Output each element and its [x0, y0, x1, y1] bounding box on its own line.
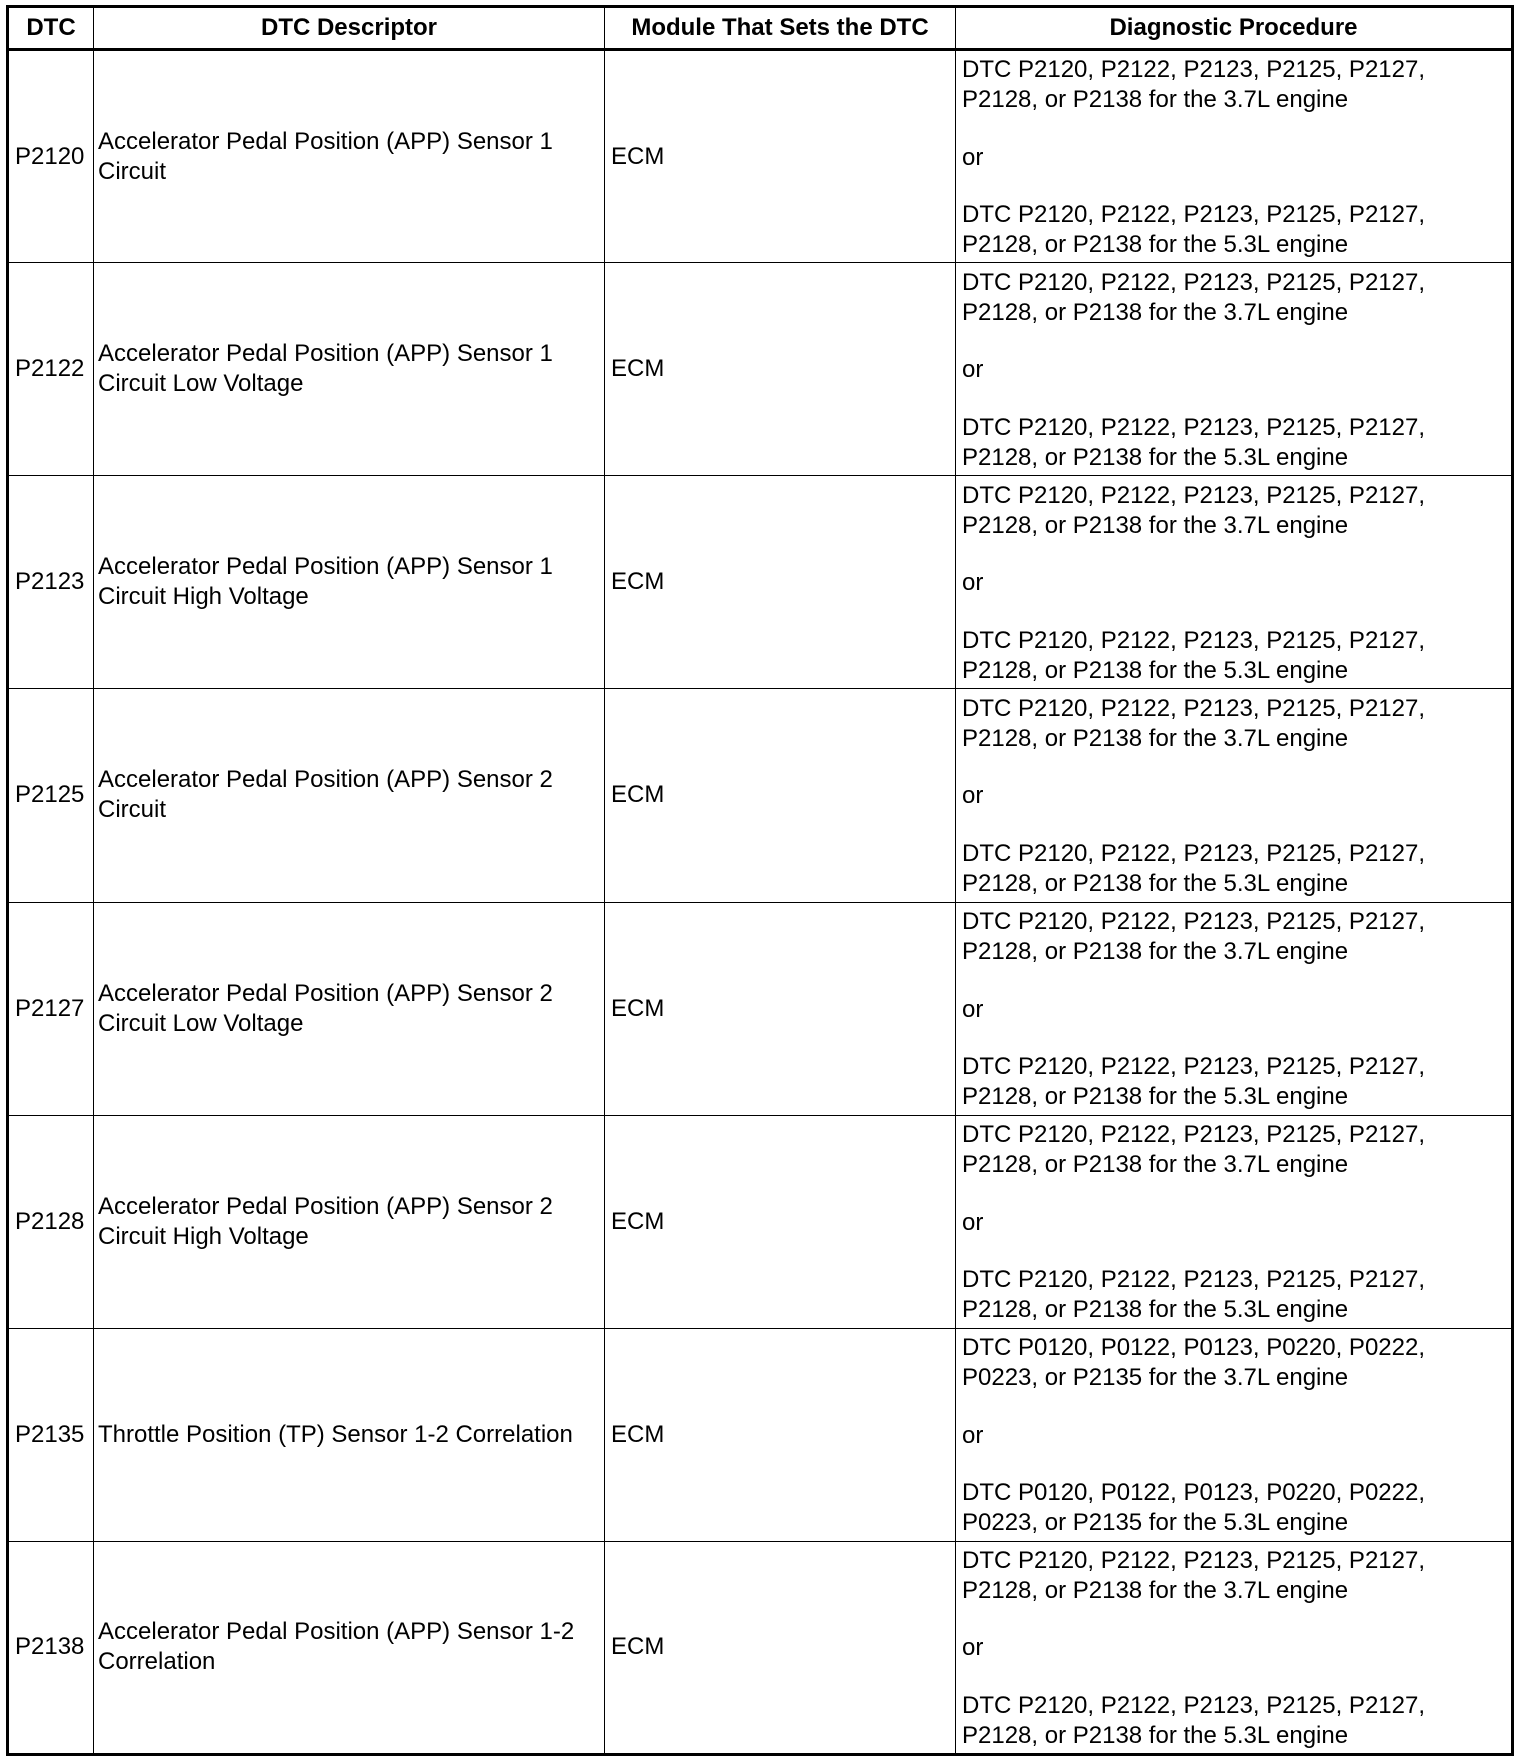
module-name: ECM	[605, 50, 956, 263]
dtc-code: P2138	[8, 1541, 94, 1754]
dtc-table	[6, 5, 1514, 1756]
procedure-first: DTC P2120, P2122, P2123, P2125, P2127, P2128, or P2138 for the 3.7L engine	[962, 694, 1425, 752]
header-module: Module That Sets the DTC	[605, 7, 956, 50]
procedure-or: or	[962, 782, 984, 810]
procedure-second: DTC P2120, P2122, P2123, P2125, P2127, P2128, or P2138 for the 5.3L engine	[962, 201, 1425, 259]
diagnostic-procedure	[956, 50, 1513, 263]
procedure-or: or	[962, 995, 984, 1023]
procedure-or: or	[962, 356, 984, 384]
procedure-or: or	[962, 1634, 984, 1662]
procedure-first: DTC P2120, P2122, P2123, P2125, P2127, P2128, or P2138 for the 3.7L engine	[962, 1121, 1425, 1179]
header-dtc: DTC	[8, 7, 94, 50]
procedure-first: DTC P2120, P2122, P2123, P2125, P2127, P2128, or P2138 for the 3.7L engine	[962, 56, 1425, 114]
dtc-descriptor: Accelerator Pedal Position (APP) Sensor 1 Circuit	[94, 50, 605, 263]
table-header	[8, 7, 1513, 50]
dtc-descriptor: Accelerator Pedal Position (APP) Sensor 2 Circuit	[94, 689, 605, 902]
procedure-first: DTC P2120, P2122, P2123, P2125, P2127, P2128, or P2138 for the 3.7L engine	[962, 268, 1425, 326]
procedure-or: or	[962, 143, 984, 171]
dtc-descriptor: Accelerator Pedal Position (APP) Sensor 2 Circuit Low Voltage	[94, 902, 605, 1115]
table-row	[8, 1115, 1513, 1328]
dtc-code: P2122	[8, 263, 94, 476]
dtc-descriptor: Accelerator Pedal Position (APP) Sensor 1-2 Correlation	[94, 1541, 605, 1754]
module-name: ECM	[605, 1328, 956, 1541]
dtc-code: P2120	[8, 50, 94, 263]
dtc-descriptor: Accelerator Pedal Position (APP) Sensor 1 Circuit Low Voltage	[94, 263, 605, 476]
table-row	[8, 689, 1513, 902]
procedure-first: DTC P2120, P2122, P2123, P2125, P2127, P2128, or P2138 for the 3.7L engine	[962, 1546, 1425, 1604]
procedure-first: DTC P2120, P2122, P2123, P2125, P2127, P2128, or P2138 for the 3.7L engine	[962, 908, 1425, 966]
dtc-descriptor: Accelerator Pedal Position (APP) Sensor 2 Circuit High Voltage	[94, 1115, 605, 1328]
table-row	[8, 476, 1513, 689]
table-row	[8, 1328, 1513, 1541]
dtc-code: P2127	[8, 902, 94, 1115]
diagnostic-procedure	[956, 476, 1513, 689]
procedure-second: DTC P2120, P2122, P2123, P2125, P2127, P2128, or P2138 for the 5.3L engine	[962, 413, 1425, 471]
dtc-code: P2135	[8, 1328, 94, 1541]
dtc-descriptor: Accelerator Pedal Position (APP) Sensor 1 Circuit High Voltage	[94, 476, 605, 689]
procedure-second: DTC P2120, P2122, P2123, P2125, P2127, P2128, or P2138 for the 5.3L engine	[962, 626, 1425, 684]
diagnostic-procedure	[956, 263, 1513, 476]
table-body	[8, 50, 1513, 1755]
dtc-descriptor: Throttle Position (TP) Sensor 1-2 Correlation	[94, 1328, 605, 1541]
table-row	[8, 263, 1513, 476]
diagnostic-procedure	[956, 1328, 1513, 1541]
procedure-or: or	[962, 1208, 984, 1236]
header-descriptor: DTC Descriptor	[94, 7, 605, 50]
module-name: ECM	[605, 263, 956, 476]
procedure-second: DTC P2120, P2122, P2123, P2125, P2127, P2128, or P2138 for the 5.3L engine	[962, 1266, 1425, 1324]
procedure-first: DTC P2120, P2122, P2123, P2125, P2127, P2128, or P2138 for the 3.7L engine	[962, 481, 1425, 539]
table-row	[8, 50, 1513, 263]
module-name: ECM	[605, 1541, 956, 1754]
procedure-second: DTC P2120, P2122, P2123, P2125, P2127, P2128, or P2138 for the 5.3L engine	[962, 1053, 1425, 1111]
diagnostic-procedure	[956, 1541, 1513, 1754]
diagnostic-procedure	[956, 689, 1513, 902]
dtc-code: P2128	[8, 1115, 94, 1328]
dtc-code: P2125	[8, 689, 94, 902]
module-name: ECM	[605, 902, 956, 1115]
dtc-code: P2123	[8, 476, 94, 689]
procedure-or: or	[962, 1421, 984, 1449]
procedure-second: DTC P0120, P0122, P0123, P0220, P0222, P0223, or P2135 for the 5.3L engine	[962, 1479, 1425, 1537]
module-name: ECM	[605, 1115, 956, 1328]
module-name: ECM	[605, 476, 956, 689]
procedure-second: DTC P2120, P2122, P2123, P2125, P2127, P2128, or P2138 for the 5.3L engine	[962, 1691, 1425, 1749]
header-row	[8, 7, 1513, 50]
diagnostic-procedure	[956, 902, 1513, 1115]
procedure-second: DTC P2120, P2122, P2123, P2125, P2127, P2128, or P2138 for the 5.3L engine	[962, 839, 1425, 897]
procedure-first: DTC P0120, P0122, P0123, P0220, P0222, P0223, or P2135 for the 3.7L engine	[962, 1334, 1425, 1392]
header-procedure: Diagnostic Procedure	[956, 7, 1513, 50]
procedure-or: or	[962, 569, 984, 597]
module-name: ECM	[605, 689, 956, 902]
table-row	[8, 902, 1513, 1115]
table-row	[8, 1541, 1513, 1754]
diagnostic-procedure	[956, 1115, 1513, 1328]
